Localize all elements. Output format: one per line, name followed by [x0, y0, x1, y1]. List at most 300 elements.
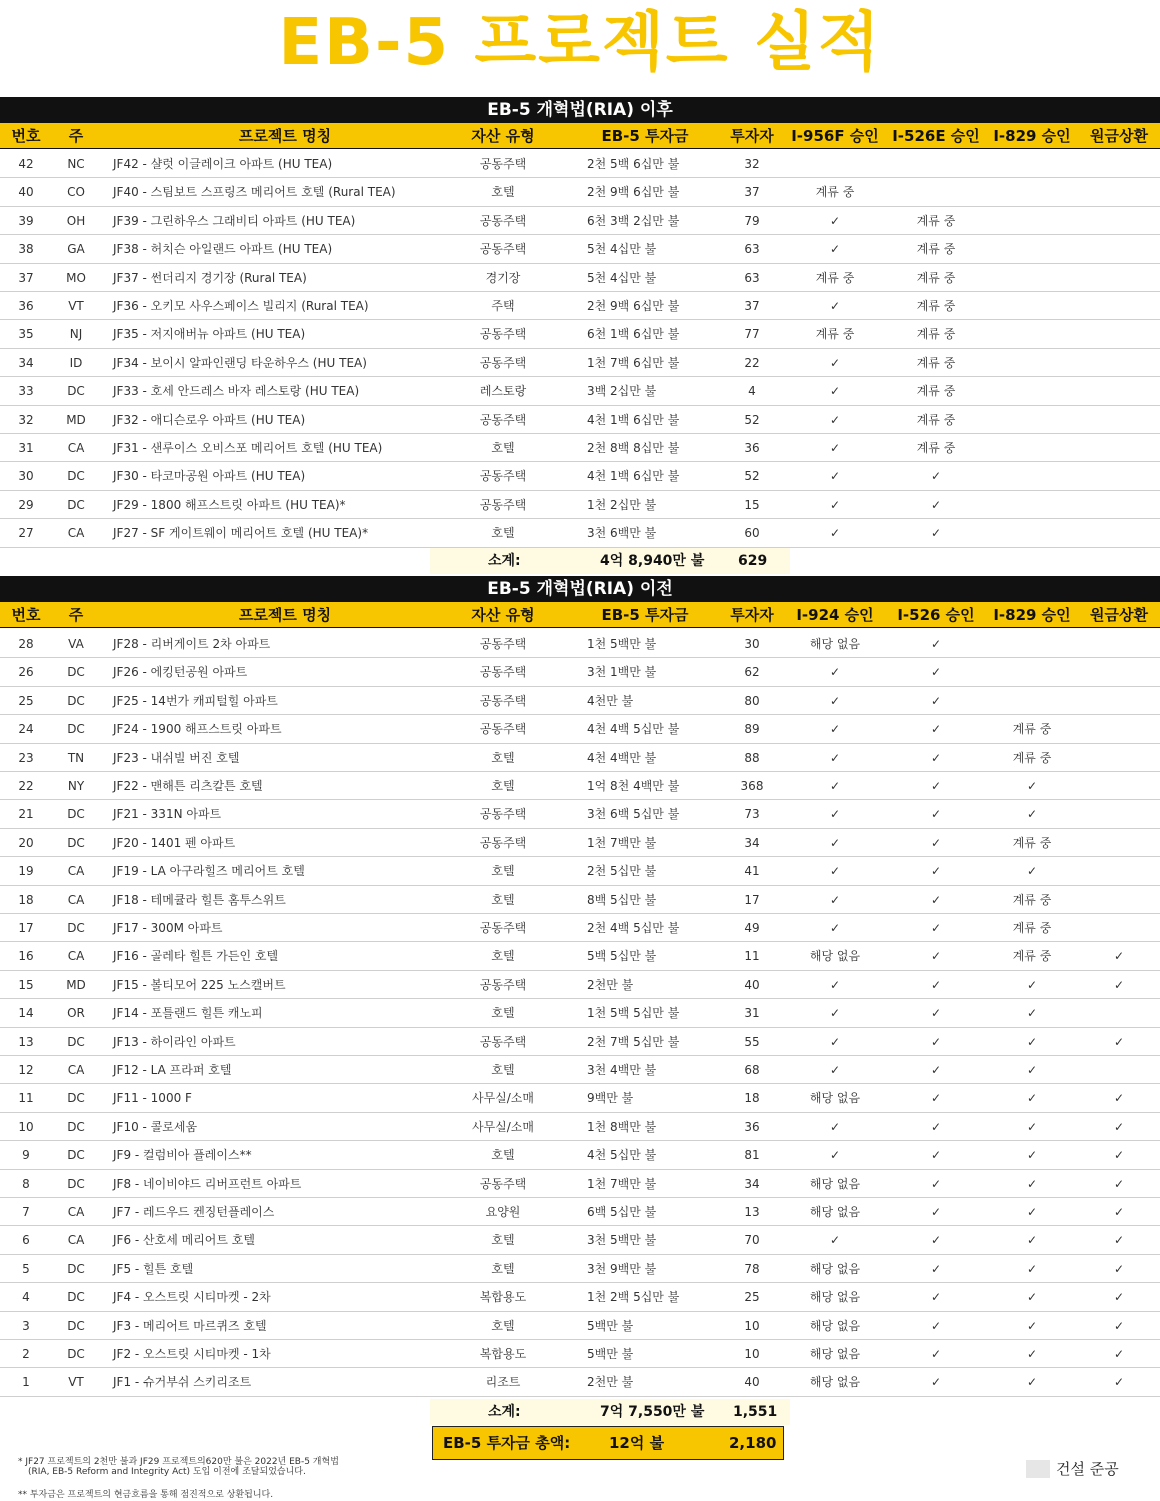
cell-asset-type: 요양원	[485, 1205, 521, 1219]
cell-repaid: ✓	[1113, 949, 1125, 964]
cell-approval-2: ✓	[930, 1347, 942, 1361]
cell-investment: 5천 4십만 불	[587, 242, 657, 257]
cell-no: 30	[18, 469, 34, 484]
grand-total	[432, 1426, 784, 1460]
cell-approval-2: ✓	[930, 637, 942, 651]
cell-approval-1: ✓	[829, 864, 841, 879]
table-row	[0, 715, 1160, 743]
cell-investors: 60	[744, 526, 760, 541]
cell-investors: 34	[744, 835, 760, 850]
cell-project: JF8 - 네이비야드 리버프런트 아파트	[113, 1176, 302, 1191]
cell-approval-1: ✓	[829, 665, 841, 680]
cell-approval-1: 계류 중	[815, 185, 855, 200]
cell-state: DC	[67, 1290, 85, 1305]
table-row	[0, 1056, 1160, 1084]
cell-approval-1: 해당 없음	[809, 949, 861, 964]
subtotal-label: 소계:	[488, 553, 521, 569]
col-header-repaid: 원금상환	[1090, 606, 1148, 624]
cell-state: DC	[67, 1119, 85, 1134]
cell-approval-1: ✓	[829, 1034, 841, 1049]
cell-approval-2: ✓	[930, 1148, 942, 1163]
subtotal-amount: 4억 8,940만 불	[600, 553, 705, 569]
cell-no: 23	[18, 750, 34, 765]
cell-approval-1: ✓	[829, 835, 841, 850]
subtotal-amount: 7억 7,550만 불	[600, 1404, 705, 1420]
cell-project: JF21 - 331N 아파트	[113, 807, 222, 822]
cell-asset-type: 복합용도	[479, 1347, 527, 1361]
cell-i829: ✓	[1026, 1034, 1038, 1049]
cell-asset-type: 공동주택	[479, 157, 527, 171]
cell-investors: 30	[744, 637, 760, 651]
cell-approval-1: 해당 없음	[809, 1091, 861, 1106]
cell-no: 33	[18, 384, 34, 399]
cell-investors: 52	[744, 469, 760, 484]
cell-no: 39	[18, 213, 34, 228]
table-row	[0, 687, 1160, 715]
cell-i829: ✓	[1026, 1176, 1038, 1191]
cell-state: DC	[67, 1347, 85, 1361]
cell-approval-2: ✓	[930, 526, 942, 541]
cell-approval-1: ✓	[829, 1006, 841, 1021]
cell-i829: ✓	[1026, 1063, 1038, 1077]
cell-investment: 4천 4백 5십만 불	[587, 722, 680, 737]
cell-project: JF14 - 포틀랜드 힐튼 캐노피	[113, 1006, 263, 1021]
cell-approval-2: 계류 중	[916, 213, 956, 228]
cell-i829: ✓	[1026, 1375, 1038, 1390]
table-row	[0, 857, 1160, 885]
total-amount: 12억 불	[609, 1434, 665, 1452]
cell-investors: 36	[744, 441, 760, 455]
cell-project: JF40 - 스팀보트 스프링즈 메리어트 호텔 (Rural TEA)	[113, 185, 396, 200]
cell-state: NC	[67, 157, 85, 171]
cell-no: 24	[18, 722, 34, 737]
table-row	[0, 1226, 1160, 1254]
cell-investment: 2천 5십만 불	[587, 864, 657, 879]
cell-approval-2: ✓	[930, 665, 942, 680]
cell-state: VT	[68, 1375, 84, 1390]
cell-investors: 73	[744, 807, 760, 822]
cell-investors: 68	[744, 1063, 760, 1077]
cell-repaid: ✓	[1113, 1233, 1125, 1248]
cell-i829: 계류 중	[1012, 750, 1052, 765]
cell-project: JF13 - 하이라인 아파트	[113, 1034, 236, 1049]
cell-investors: 63	[744, 270, 760, 285]
cell-approval-1: ✓	[829, 384, 841, 399]
cell-investment: 3천 5백만 불	[587, 1233, 657, 1248]
cell-project: JF9 - 컬럼비아 플레이스**	[113, 1148, 252, 1163]
cell-i829: 계류 중	[1012, 835, 1052, 850]
cell-state: CA	[67, 526, 85, 541]
cell-repaid: ✓	[1113, 1261, 1125, 1276]
col-header-approval-2: I-526 승인	[897, 606, 975, 624]
cell-asset-type: 사무실/소매	[471, 1091, 534, 1106]
col-header-investors: 투자자	[730, 606, 774, 624]
cell-no: 36	[18, 299, 34, 313]
table-row	[0, 942, 1160, 970]
cell-i829: ✓	[1026, 1091, 1038, 1106]
cell-state: DC	[67, 469, 85, 484]
cell-investment: 2천 9백 6십만 불	[587, 185, 680, 200]
cell-no: 15	[18, 977, 34, 992]
cell-state: ID	[69, 355, 83, 370]
cell-investment: 4천 5십만 불	[587, 1148, 657, 1163]
cell-state: CO	[67, 185, 85, 200]
cell-state: DC	[67, 1148, 85, 1163]
cell-state: DC	[67, 384, 85, 399]
cell-approval-2: ✓	[930, 949, 942, 964]
cell-investment: 2천 4백 5십만 불	[587, 921, 680, 935]
cell-repaid: ✓	[1113, 1091, 1125, 1106]
col-header-investment: EB-5 투자금	[601, 127, 689, 145]
cell-asset-type: 호텔	[491, 1261, 515, 1276]
cell-investment: 1억 8천 4백만 불	[587, 779, 680, 793]
cell-project: JF24 - 1900 해프스트릿 아파트	[113, 722, 282, 737]
cell-state: DC	[67, 722, 85, 737]
table-row	[0, 1368, 1160, 1396]
cell-no: 19	[18, 864, 34, 879]
cell-investors: 78	[744, 1261, 760, 1276]
cell-state: VT	[68, 299, 84, 313]
cell-approval-1: ✓	[829, 213, 841, 228]
cell-project: JF4 - 오스트릿 시티마켓 - 2차	[113, 1290, 271, 1305]
cell-project: JF3 - 메리어트 마르퀴즈 호텔	[113, 1318, 267, 1333]
cell-state: NJ	[69, 327, 83, 342]
table-row	[0, 1283, 1160, 1311]
cell-project: JF6 - 산호세 메리어트 호텔	[113, 1233, 255, 1248]
cell-project: JF25 - 14번가 캐피털힐 아파트	[113, 693, 278, 708]
cell-project: JF2 - 오스트릿 시티마켓 - 1차	[113, 1347, 271, 1361]
cell-asset-type: 리조트	[485, 1375, 521, 1390]
cell-i829: ✓	[1026, 1347, 1038, 1361]
cell-no: 25	[18, 693, 34, 708]
cell-asset-type: 주택	[491, 299, 515, 313]
cell-investors: 22	[744, 355, 760, 370]
cell-approval-2: ✓	[930, 1318, 942, 1333]
cell-i829: ✓	[1026, 977, 1038, 992]
cell-state: MD	[66, 977, 86, 992]
cell-approval-2: ✓	[930, 1375, 942, 1390]
cell-approval-2: 계류 중	[916, 270, 956, 285]
cell-i829: ✓	[1026, 864, 1038, 879]
cell-approval-2: ✓	[930, 1119, 942, 1134]
table-row	[0, 264, 1160, 292]
cell-investment: 3백 2십만 불	[587, 384, 657, 399]
cell-state: DC	[67, 1318, 85, 1333]
subtotal-ria-before	[0, 1399, 1160, 1425]
cell-investment: 1천 8백만 불	[587, 1119, 657, 1134]
col-header-i829: I-829 승인	[993, 606, 1071, 624]
cell-asset-type: 레스토랑	[479, 384, 527, 399]
cell-state: DC	[67, 497, 85, 512]
cell-investors: 70	[744, 1233, 760, 1248]
cell-investors: 81	[744, 1148, 760, 1163]
cell-approval-2: ✓	[930, 892, 942, 907]
cell-investors: 13	[744, 1205, 760, 1219]
cell-approval-1: 계류 중	[815, 327, 855, 342]
cell-investment: 9백만 불	[587, 1091, 634, 1106]
table-row	[0, 914, 1160, 942]
cell-asset-type: 호텔	[491, 892, 515, 907]
cell-i829: ✓	[1026, 1148, 1038, 1163]
table-row	[0, 800, 1160, 828]
cell-project: JF29 - 1800 해프스트릿 아파트 (HU TEA)*	[113, 497, 346, 512]
cell-approval-1: 해당 없음	[809, 1176, 861, 1191]
cell-asset-type: 공동주택	[479, 665, 527, 680]
table-row	[0, 630, 1160, 658]
cell-investors: 49	[744, 921, 760, 935]
cell-project: JF11 - 1000 F	[113, 1091, 192, 1106]
cell-investment: 2천 8백 8십만 불	[587, 441, 680, 455]
cell-investment: 3천 4백만 불	[587, 1063, 657, 1077]
cell-investors: 368	[740, 779, 764, 793]
cell-no: 27	[18, 526, 34, 541]
cell-investment: 2천만 불	[587, 1375, 634, 1390]
cell-investment: 1천 7백 6십만 불	[587, 355, 680, 370]
table-row	[0, 349, 1160, 377]
cell-investment: 1천 2십만 불	[587, 497, 657, 512]
cell-approval-2: ✓	[930, 1091, 942, 1106]
cell-no: 37	[18, 270, 34, 285]
cell-investors: 15	[744, 497, 760, 512]
cell-no: 28	[18, 637, 34, 651]
cell-investment: 8백 5십만 불	[587, 892, 657, 907]
col-header-repaid: 원금상환	[1090, 127, 1148, 145]
cell-no: 16	[18, 949, 34, 964]
subtotal-investors: 629	[738, 553, 768, 569]
col-header-project: 프로젝트 명칭	[238, 127, 332, 145]
cell-approval-2: ✓	[930, 1205, 942, 1219]
cell-i829: ✓	[1026, 779, 1038, 793]
cell-approval-2: ✓	[930, 693, 942, 708]
cell-approval-2: ✓	[930, 1063, 942, 1077]
cell-no: 29	[18, 497, 34, 512]
table-row	[0, 320, 1160, 348]
cell-investment: 5백 5십만 불	[587, 949, 657, 964]
cell-project: JF27 - SF 게이트웨이 메리어트 호텔 (HU TEA)*	[113, 526, 369, 541]
col-header-asset-type: 자산 유형	[471, 127, 535, 145]
cell-asset-type: 호텔	[491, 779, 515, 793]
cell-no: 8	[22, 1176, 30, 1191]
cell-investors: 37	[744, 185, 760, 200]
cell-approval-2: ✓	[930, 1006, 942, 1021]
table-row	[0, 1198, 1160, 1226]
cell-investment: 4천 1백 6십만 불	[587, 412, 680, 427]
cell-no: 35	[18, 327, 34, 342]
table-row	[0, 519, 1160, 547]
cell-project: JF15 - 볼티모어 225 노스캘버트	[113, 977, 286, 992]
cell-approval-2: 계류 중	[916, 384, 956, 399]
cell-approval-1: ✓	[829, 1119, 841, 1134]
cell-investment: 2천 9백 6십만 불	[587, 299, 680, 313]
cell-asset-type: 공동주택	[479, 242, 527, 257]
cell-investment: 1천 2백 5십만 불	[587, 1290, 680, 1305]
cell-approval-2: ✓	[930, 835, 942, 850]
cell-state: CA	[67, 864, 85, 879]
cell-no: 2	[22, 1347, 30, 1361]
cell-asset-type: 호텔	[491, 1233, 515, 1248]
cell-approval-2: ✓	[930, 1290, 942, 1305]
cell-investment: 1천 5백만 불	[587, 637, 657, 651]
cell-state: CA	[67, 1233, 85, 1248]
cell-approval-1: 해당 없음	[809, 1261, 861, 1276]
cell-investors: 80	[744, 693, 760, 708]
cell-approval-1: ✓	[829, 469, 841, 484]
cell-investors: 40	[744, 1375, 760, 1390]
cell-investors: 11	[744, 949, 760, 964]
cell-asset-type: 사무실/소매	[471, 1119, 534, 1134]
cell-repaid: ✓	[1113, 1148, 1125, 1163]
cell-approval-1: ✓	[829, 779, 841, 793]
subtotal-investors: 1,551	[733, 1404, 778, 1420]
cell-approval-2: 계류 중	[916, 441, 956, 455]
cell-approval-2: ✓	[930, 1261, 942, 1276]
table-row	[0, 235, 1160, 263]
cell-no: 4	[22, 1290, 30, 1305]
cell-investment: 1천 5백 5십만 불	[587, 1006, 680, 1021]
cell-i829: 계류 중	[1012, 921, 1052, 935]
cell-approval-1: ✓	[829, 355, 841, 370]
table-row	[0, 1312, 1160, 1340]
legend-swatch	[1026, 1460, 1050, 1478]
cell-investment: 6천 3백 2십만 불	[587, 213, 680, 228]
cell-approval-2: 계류 중	[916, 355, 956, 370]
cell-approval-1: 해당 없음	[809, 637, 861, 651]
cell-investors: 31	[744, 1006, 760, 1021]
cell-state: NY	[67, 779, 85, 793]
table-row	[0, 1084, 1160, 1112]
col-header-no: 번호	[11, 127, 41, 145]
cell-asset-type: 호텔	[491, 1148, 515, 1163]
cell-state: OR	[67, 1006, 85, 1021]
col-header-investors: 투자자	[730, 127, 774, 145]
cell-asset-type: 호텔	[491, 185, 515, 200]
cell-investors: 41	[744, 864, 760, 879]
footnote-1a: * JF27 프로젝트의 2천만 불과 JF29 프로젝트의620만 불은 2022년 EB-5 개혁법	[18, 1457, 339, 1467]
cell-no: 9	[22, 1148, 30, 1163]
cell-asset-type: 호텔	[491, 1318, 515, 1333]
cell-approval-2: ✓	[930, 1176, 942, 1191]
table-row	[0, 434, 1160, 462]
cell-state: DC	[67, 693, 85, 708]
cell-i829: 계류 중	[1012, 949, 1052, 964]
cell-i829: ✓	[1026, 1261, 1038, 1276]
table-row	[0, 150, 1160, 178]
table-row	[0, 999, 1160, 1027]
cell-approval-1: 해당 없음	[809, 1290, 861, 1305]
cell-state: CA	[67, 949, 85, 964]
table-row	[0, 1255, 1160, 1283]
cell-project: JF28 - 리버게이트 2차 아파트	[113, 637, 271, 651]
cell-no: 5	[22, 1261, 30, 1276]
table-row	[0, 178, 1160, 206]
cell-repaid: ✓	[1113, 977, 1125, 992]
table-row	[0, 406, 1160, 434]
table-row	[0, 1028, 1160, 1056]
col-header-approval-2: I-526E 승인	[892, 127, 980, 145]
cell-project: JF17 - 300M 아파트	[113, 921, 223, 935]
cell-approval-1: ✓	[829, 1063, 841, 1077]
table-row	[0, 658, 1160, 686]
cell-no: 42	[18, 157, 34, 171]
cell-approval-1: ✓	[829, 242, 841, 257]
cell-approval-1: ✓	[829, 1233, 841, 1248]
cell-approval-1: ✓	[829, 921, 841, 935]
cell-investors: 63	[744, 242, 760, 257]
cell-asset-type: 공동주택	[479, 807, 527, 822]
cell-project: JF16 - 골레타 힐튼 가든인 호텔	[113, 949, 279, 964]
cell-asset-type: 공동주택	[479, 1176, 527, 1191]
cell-asset-type: 공동주택	[479, 1034, 527, 1049]
cell-repaid: ✓	[1113, 1176, 1125, 1191]
cell-approval-1: ✓	[829, 412, 841, 427]
section-ria-before-title: EB-5 개혁법(RIA) 이전	[0, 576, 1160, 602]
cell-state: VA	[68, 637, 84, 651]
cell-investors: 88	[744, 750, 760, 765]
cell-state: DC	[67, 665, 85, 680]
cell-no: 34	[18, 355, 34, 370]
cell-state: CA	[67, 441, 85, 455]
cell-project: JF7 - 레드우드 켄징턴플레이스	[113, 1205, 275, 1219]
cell-approval-2: ✓	[930, 722, 942, 737]
cell-approval-1: 해당 없음	[809, 1347, 861, 1361]
cell-repaid: ✓	[1113, 1119, 1125, 1134]
cell-project: JF42 - 샬럿 이글레이크 아파트 (HU TEA)	[113, 157, 333, 171]
cell-approval-2: ✓	[930, 977, 942, 992]
cell-state: MD	[66, 412, 86, 427]
table-row	[0, 292, 1160, 320]
cell-no: 31	[18, 441, 34, 455]
cell-investors: 10	[744, 1347, 760, 1361]
cell-no: 18	[18, 892, 34, 907]
cell-approval-1: 해당 없음	[809, 1375, 861, 1390]
col-header-project: 프로젝트 명칭	[238, 606, 332, 624]
cell-project: JF35 - 저지애버뉴 아파트 (HU TEA)	[113, 327, 306, 342]
cell-asset-type: 공동주택	[479, 497, 527, 512]
cell-state: DC	[67, 921, 85, 935]
cell-no: 22	[18, 779, 34, 793]
cell-project: JF31 - 샌루이스 오비스포 메리어트 호텔 (HU TEA)	[113, 441, 383, 455]
cell-asset-type: 경기장	[485, 270, 521, 285]
cell-investment: 3천 6백만 불	[587, 526, 657, 541]
cell-investors: 32	[744, 157, 760, 171]
cell-state: DC	[67, 835, 85, 850]
cell-investors: 55	[744, 1034, 760, 1049]
cell-no: 32	[18, 412, 34, 427]
cell-investors: 17	[744, 892, 760, 907]
cell-no: 17	[18, 921, 34, 935]
cell-approval-2: ✓	[930, 779, 942, 793]
cell-i829: ✓	[1026, 1006, 1038, 1021]
cell-project: JF22 - 맨해튼 리츠칼튼 호텔	[113, 779, 263, 793]
cell-project: JF26 - 에킹턴공원 아파트	[113, 665, 248, 680]
col-header-no: 번호	[11, 606, 41, 624]
cell-investment: 3천 1백만 불	[587, 665, 657, 680]
cell-investment: 2천 5백 6십만 불	[587, 157, 680, 171]
cell-asset-type: 공동주택	[479, 355, 527, 370]
cell-asset-type: 복합용도	[479, 1290, 527, 1305]
subtotal-ria-after	[0, 548, 1160, 574]
cell-approval-1: ✓	[829, 441, 841, 455]
cell-investors: 79	[744, 213, 760, 228]
cell-project: JF20 - 1401 펜 아파트	[113, 835, 236, 850]
cell-approval-2: ✓	[930, 1233, 942, 1248]
cell-investors: 34	[744, 1176, 760, 1191]
cell-investment: 4천만 불	[587, 693, 634, 708]
cell-approval-1: ✓	[829, 892, 841, 907]
cell-project: JF33 - 호세 안드레스 바자 레스토랑 (HU TEA)	[113, 384, 360, 399]
cell-i829: ✓	[1026, 1290, 1038, 1305]
cell-approval-1: ✓	[829, 526, 841, 541]
